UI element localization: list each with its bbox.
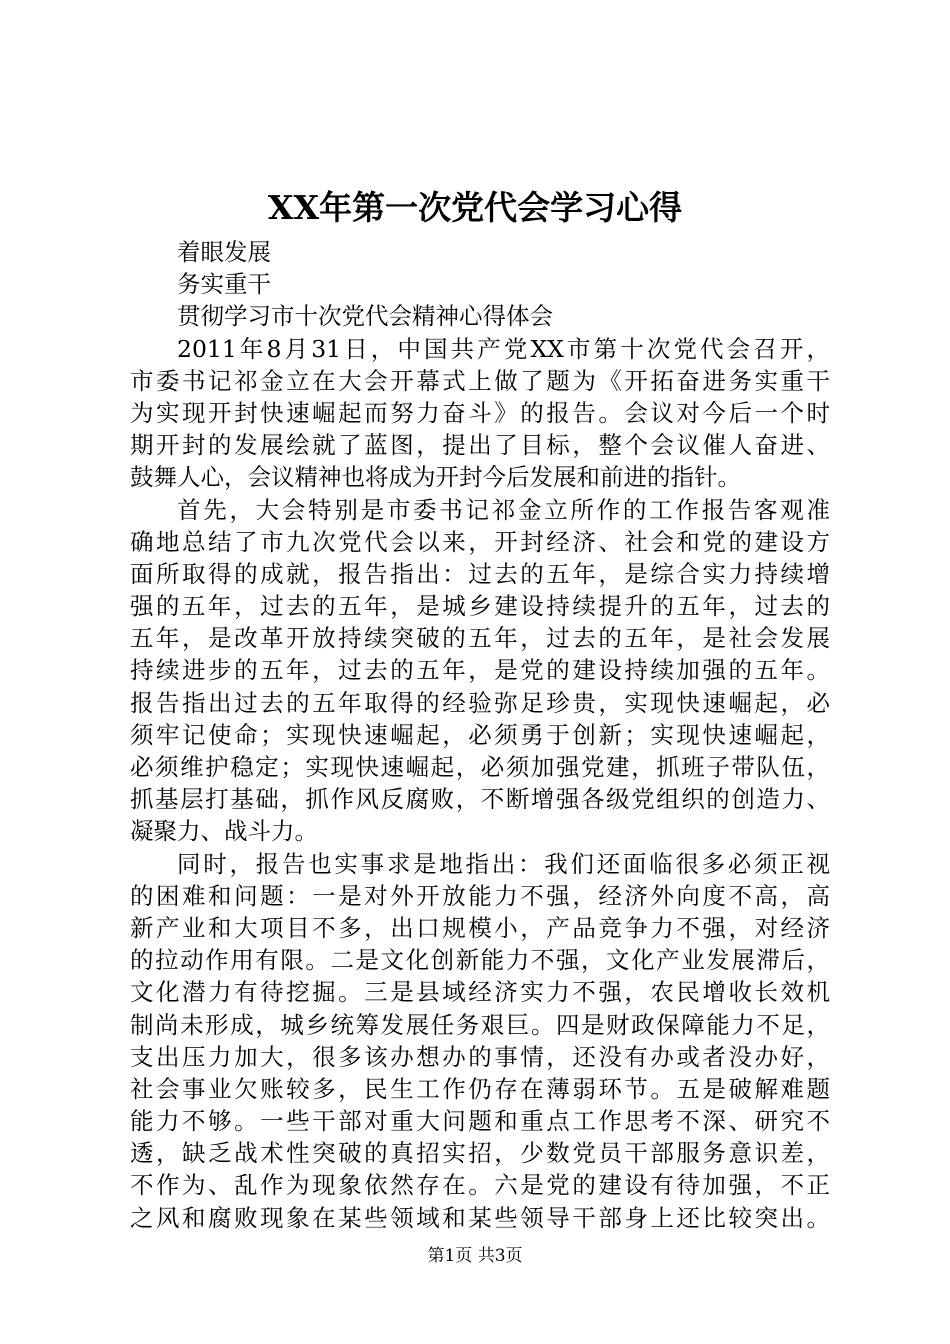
text-line: 着眼发展	[177, 238, 271, 266]
text-line: 不作为、乱作为现象依然存在。六是党的建设有待加强，不正	[130, 1171, 830, 1200]
text-line: 强的五年，过去的五年，是城乡建设持续提升的五年，过去的	[130, 592, 830, 621]
text-line: 凝聚力、战斗力。	[130, 817, 318, 846]
text-line: 文化潜力有待挖掘。三是县域经济实力不强，农民增收长效机	[130, 978, 830, 1007]
text-line: 必须维护稳定；实现快速崛起，必须加强党建，抓班子带队伍，	[130, 753, 830, 781]
document-body	[130, 236, 830, 1234]
text-line: 五年，是改革开放持续突破的五年，过去的五年，是社会发展	[130, 624, 830, 653]
text-line: 2011年8月31日，中国共产党XX市第十次党代会召开，	[177, 334, 830, 363]
text-line: 期开封的发展绘就了蓝图，提出了目标，整个会议催人奋进、	[130, 431, 830, 460]
text-line: 制尚未形成，城乡统筹发展任务艰巨。四是财政保障能力不足，	[130, 1010, 830, 1039]
text-line: 市委书记祁金立在大会开幕式上做了题为《开拓奋进务实重干	[130, 366, 830, 395]
text-line: 新产业和大项目不多，出口规模小，产品竞争力不强，对经济	[130, 913, 830, 942]
text-line: 能力不够。一些干部对重大问题和重点工作思考不深、研究不	[130, 1107, 830, 1136]
text-line: 透，缺乏战术性突破的真招实招，少数党员干部服务意识差，	[130, 1139, 830, 1168]
text-line: 面所取得的成就，报告指出：过去的五年，是综合实力持续增	[130, 559, 830, 588]
text-line: 首先，大会特别是市委书记祁金立所作的工作报告客观准	[177, 495, 830, 524]
text-line: 之风和腐败现象在某些领域和某些领导干部身上还比较突出。	[130, 1203, 830, 1232]
document-title: XX年第一次党代会学习心得	[267, 188, 683, 227]
text-line: 的困难和问题：一是对外开放能力不强，经济外向度不高，高	[130, 881, 830, 910]
text-line: 抓基层打基础，抓作风反腐败，不断增强各级党组织的创造力、	[130, 785, 830, 814]
text-line: 确地总结了市九次党代会以来，开封经济、社会和党的建设方	[130, 527, 830, 556]
text-line: 贯彻学习市十次党代会精神心得体会	[177, 302, 553, 331]
text-line: 报告指出过去的五年取得的经验弥足珍贵，实现快速崛起，必	[130, 688, 830, 717]
text-line: 须牢记使命；实现快速崛起，必须勇于创新；实现快速崛起，	[130, 720, 830, 749]
text-line: 同时，报告也实事求是地指出：我们还面临很多必须正视	[177, 849, 830, 878]
text-line: 务实重干	[177, 270, 271, 299]
text-line: 的拉动作用有限。二是文化创新能力不强，文化产业发展滞后，	[130, 946, 830, 975]
text-line: 支出压力加大，很多该办想办的事情，还没有办或者没办好，	[130, 1042, 830, 1071]
text-line: 为实现开封快速崛起而努力奋斗》的报告。会议对今后一个时	[130, 398, 830, 427]
text-line: 社会事业欠账较多，民生工作仍存在薄弱环节。五是破解难题	[130, 1074, 830, 1103]
text-line: 持续进步的五年，过去的五年，是党的建设持续加强的五年。	[130, 656, 830, 685]
page-footer: 第1页 共3页	[427, 1246, 523, 1266]
text-line: 鼓舞人心，会议精神也将成为开封今后发展和前进的指针。	[130, 463, 741, 492]
